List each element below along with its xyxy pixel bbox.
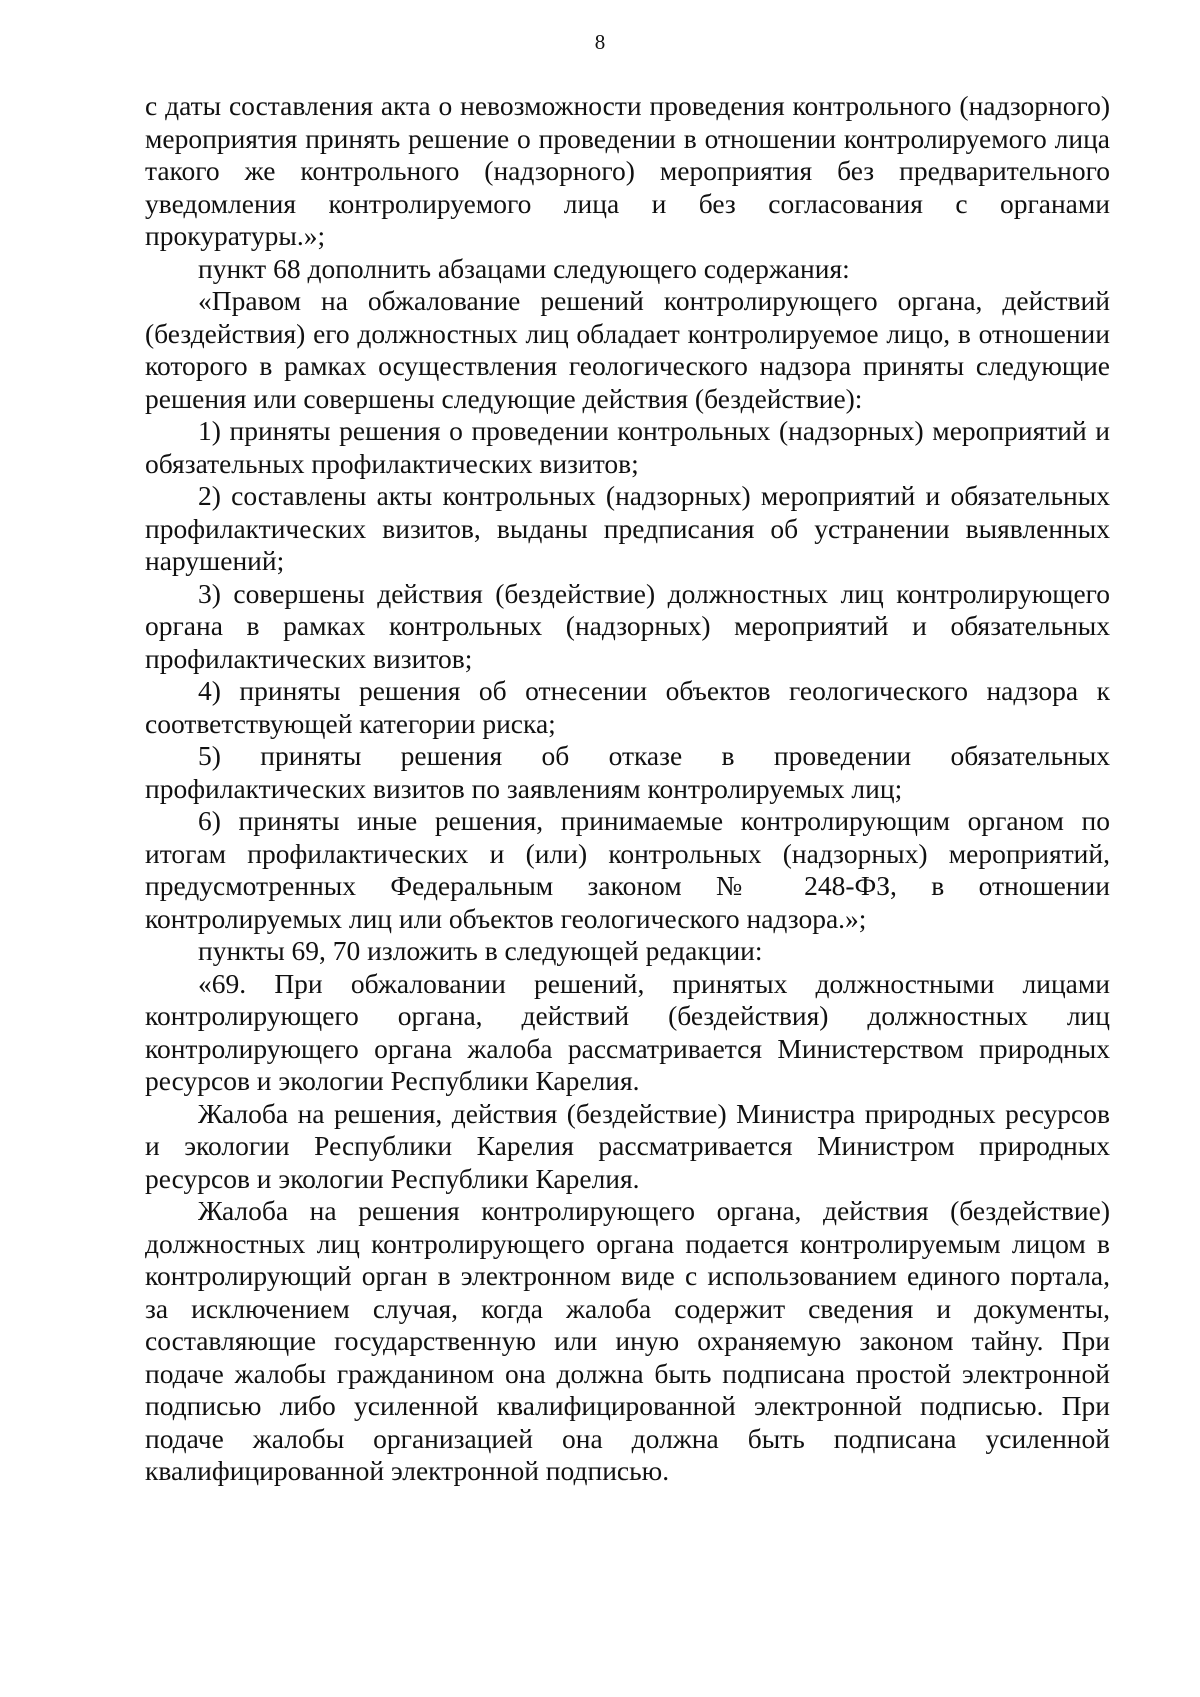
paragraph-item-69: «69. При обжаловании решений, принятых должностными лицами контролирующего органа, действий (бездействия) должностных лиц контролирующего органа жалоба рассматривается Министерством природных ресурсов и экологии Республики Карелия.: [145, 967, 1110, 1096]
document-body: [145, 90, 1110, 1488]
paragraph-appeal-right: «Правом на обжалование решений контролирующего органа, действий (бездействия) его должностных лиц обладает контролируемое лицо, в отношении которого в рамках осуществления геологического надзора приняты следующие решения или совершены следующие действия (бездействие):: [145, 285, 1110, 414]
list-item-1: 1) приняты решения о проведении контрольных (надзорных) мероприятий и обязательных профилактических визитов;: [145, 415, 1110, 479]
paragraph-amendment-69-70: пункты 69, 70 изложить в следующей редакции:: [198, 935, 763, 966]
paragraph-minister-complaint: Жалоба на решения, действия (бездействие) Министра природных ресурсов и экологии Республики Карелия рассматривается Министром природных ресурсов и экологии Республики Карелия.: [145, 1097, 1110, 1194]
paragraph-complaint-submission: Жалоба на решения контролирующего органа, действия (бездействие) должностных лиц контролирующего органа подается контролируемым лицом в контролирующий орган в электронном виде с использованием единого портала, за исключением случая, когда жалоба содержит сведения и документы, составляющие государственную или иную охраняемую законом тайну. При подаче жалобы гражданином она должна быть подписана простой электронной подписью либо усиленной квалифицированной электронной подписью. При подаче жалобы организацией она должна быть подписана усиленной квалифицированной электронной подписью.: [145, 1195, 1110, 1486]
list-item-6: 6) приняты иные решения, принимаемые контролирующим органом по итогам профилактических и (или) контрольных (надзорных) мероприятий, предусмотренных Федеральным законом № 248-ФЗ, в отношении контролируемых лиц или объектов геологического надзора.»;: [145, 805, 1110, 934]
paragraph-continuation: с даты составления акта о невозможности проведения контрольного (надзорного) мероприятия принять решение о проведении в отношении контролируемого лица такого же контрольного (надзорного) мероприятия без предварительного уведомления контролируемого лица и без согласования с органами прокуратуры.»;: [145, 90, 1110, 251]
list-item-2: 2) составлены акты контрольных (надзорных) мероприятий и обязательных профилактических визитов, выданы предписания об устранении выявленных нарушений;: [145, 480, 1110, 576]
list-item-5: 5) приняты решения об отказе в проведении обязательных профилактических визитов по заявлениям контролируемых лиц;: [145, 740, 1110, 804]
paragraph-amendment-68: пункт 68 дополнить абзацами следующего содержания:: [198, 252, 850, 284]
page-number: 8: [594, 30, 606, 54]
list-item-3: 3) совершены действия (бездействие) должностных лиц контролирующего органа в рамках контрольных (надзорных) мероприятий и обязательных профилактических визитов;: [145, 577, 1110, 674]
list-item-4: 4) приняты решения об отнесении объектов геологического надзора к соответствующей категории риска;: [145, 675, 1110, 739]
